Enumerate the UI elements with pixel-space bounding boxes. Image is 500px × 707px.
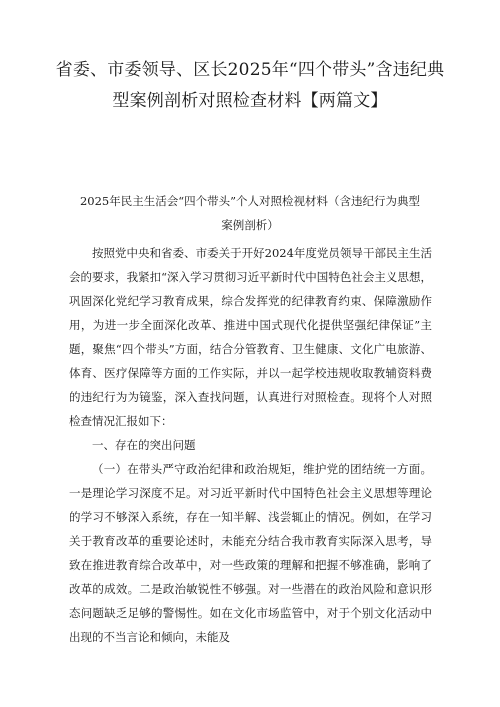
- paragraph-intro: 按照党中央和省委、市委关于开好2024年度党员领导干部民主生活会的要求，我紧扣“深入学习贯彻习近平新时代中国特色社会主义思想，巩固深化党纪学习教育成果，综合发挥党的纪律教育约束、保障激励作用，为进一步全面深化改革、推进中国式现代化提供坚强纪律保证”主题，聚焦“四个带头”方面，结合分管教育、卫生健康、文化广电旅游、体育、医疗保障等方面的工作实际，并以一起学校违规收取教辅资料费的违纪行为为镜鉴，深入查找问题，认真进行对照检查。现将个人对照检查情况汇报如下：: [69, 246, 432, 428]
- document-body: [69, 241, 432, 649]
- paragraph-political-discipline: （一）在带头严守政治纪律和政治规矩，维护党的团结统一方面。一是理论学习深度不足。对习近平新时代中国特色社会主义思想等理论的学习不够深入系统，存在一知半解、浅尝辄止的情况。例如，在学习关于教育改革的重要论述时，未能充分结合我市教育实际深入思考，导致在推进教育综合改革中，对一些政策的理解和把握不够准确，影响了改革的成效。二是政治敏锐性不够强。对一些潜在的政治风险和意识形态问题缺乏足够的警惕性。如在文化市场监管中，对于个别文化活动中出现的不当言论和倾向，未能及: [69, 462, 432, 644]
- heading-problems: 一、存在的突出问题: [92, 438, 196, 452]
- document-title-line-1: 省委、市委领导、区长2025年“四个带头”含违纪典: [55, 60, 445, 80]
- section-title-line-1: 2025年民主生活会“四个带头”个人对照检视材料（含违纪行为典型: [79, 194, 421, 208]
- section-title-line-2: 案例剖析）: [221, 218, 279, 232]
- document-title-line-2: 型案例剖析对照检查材料【两篇文】: [112, 91, 388, 111]
